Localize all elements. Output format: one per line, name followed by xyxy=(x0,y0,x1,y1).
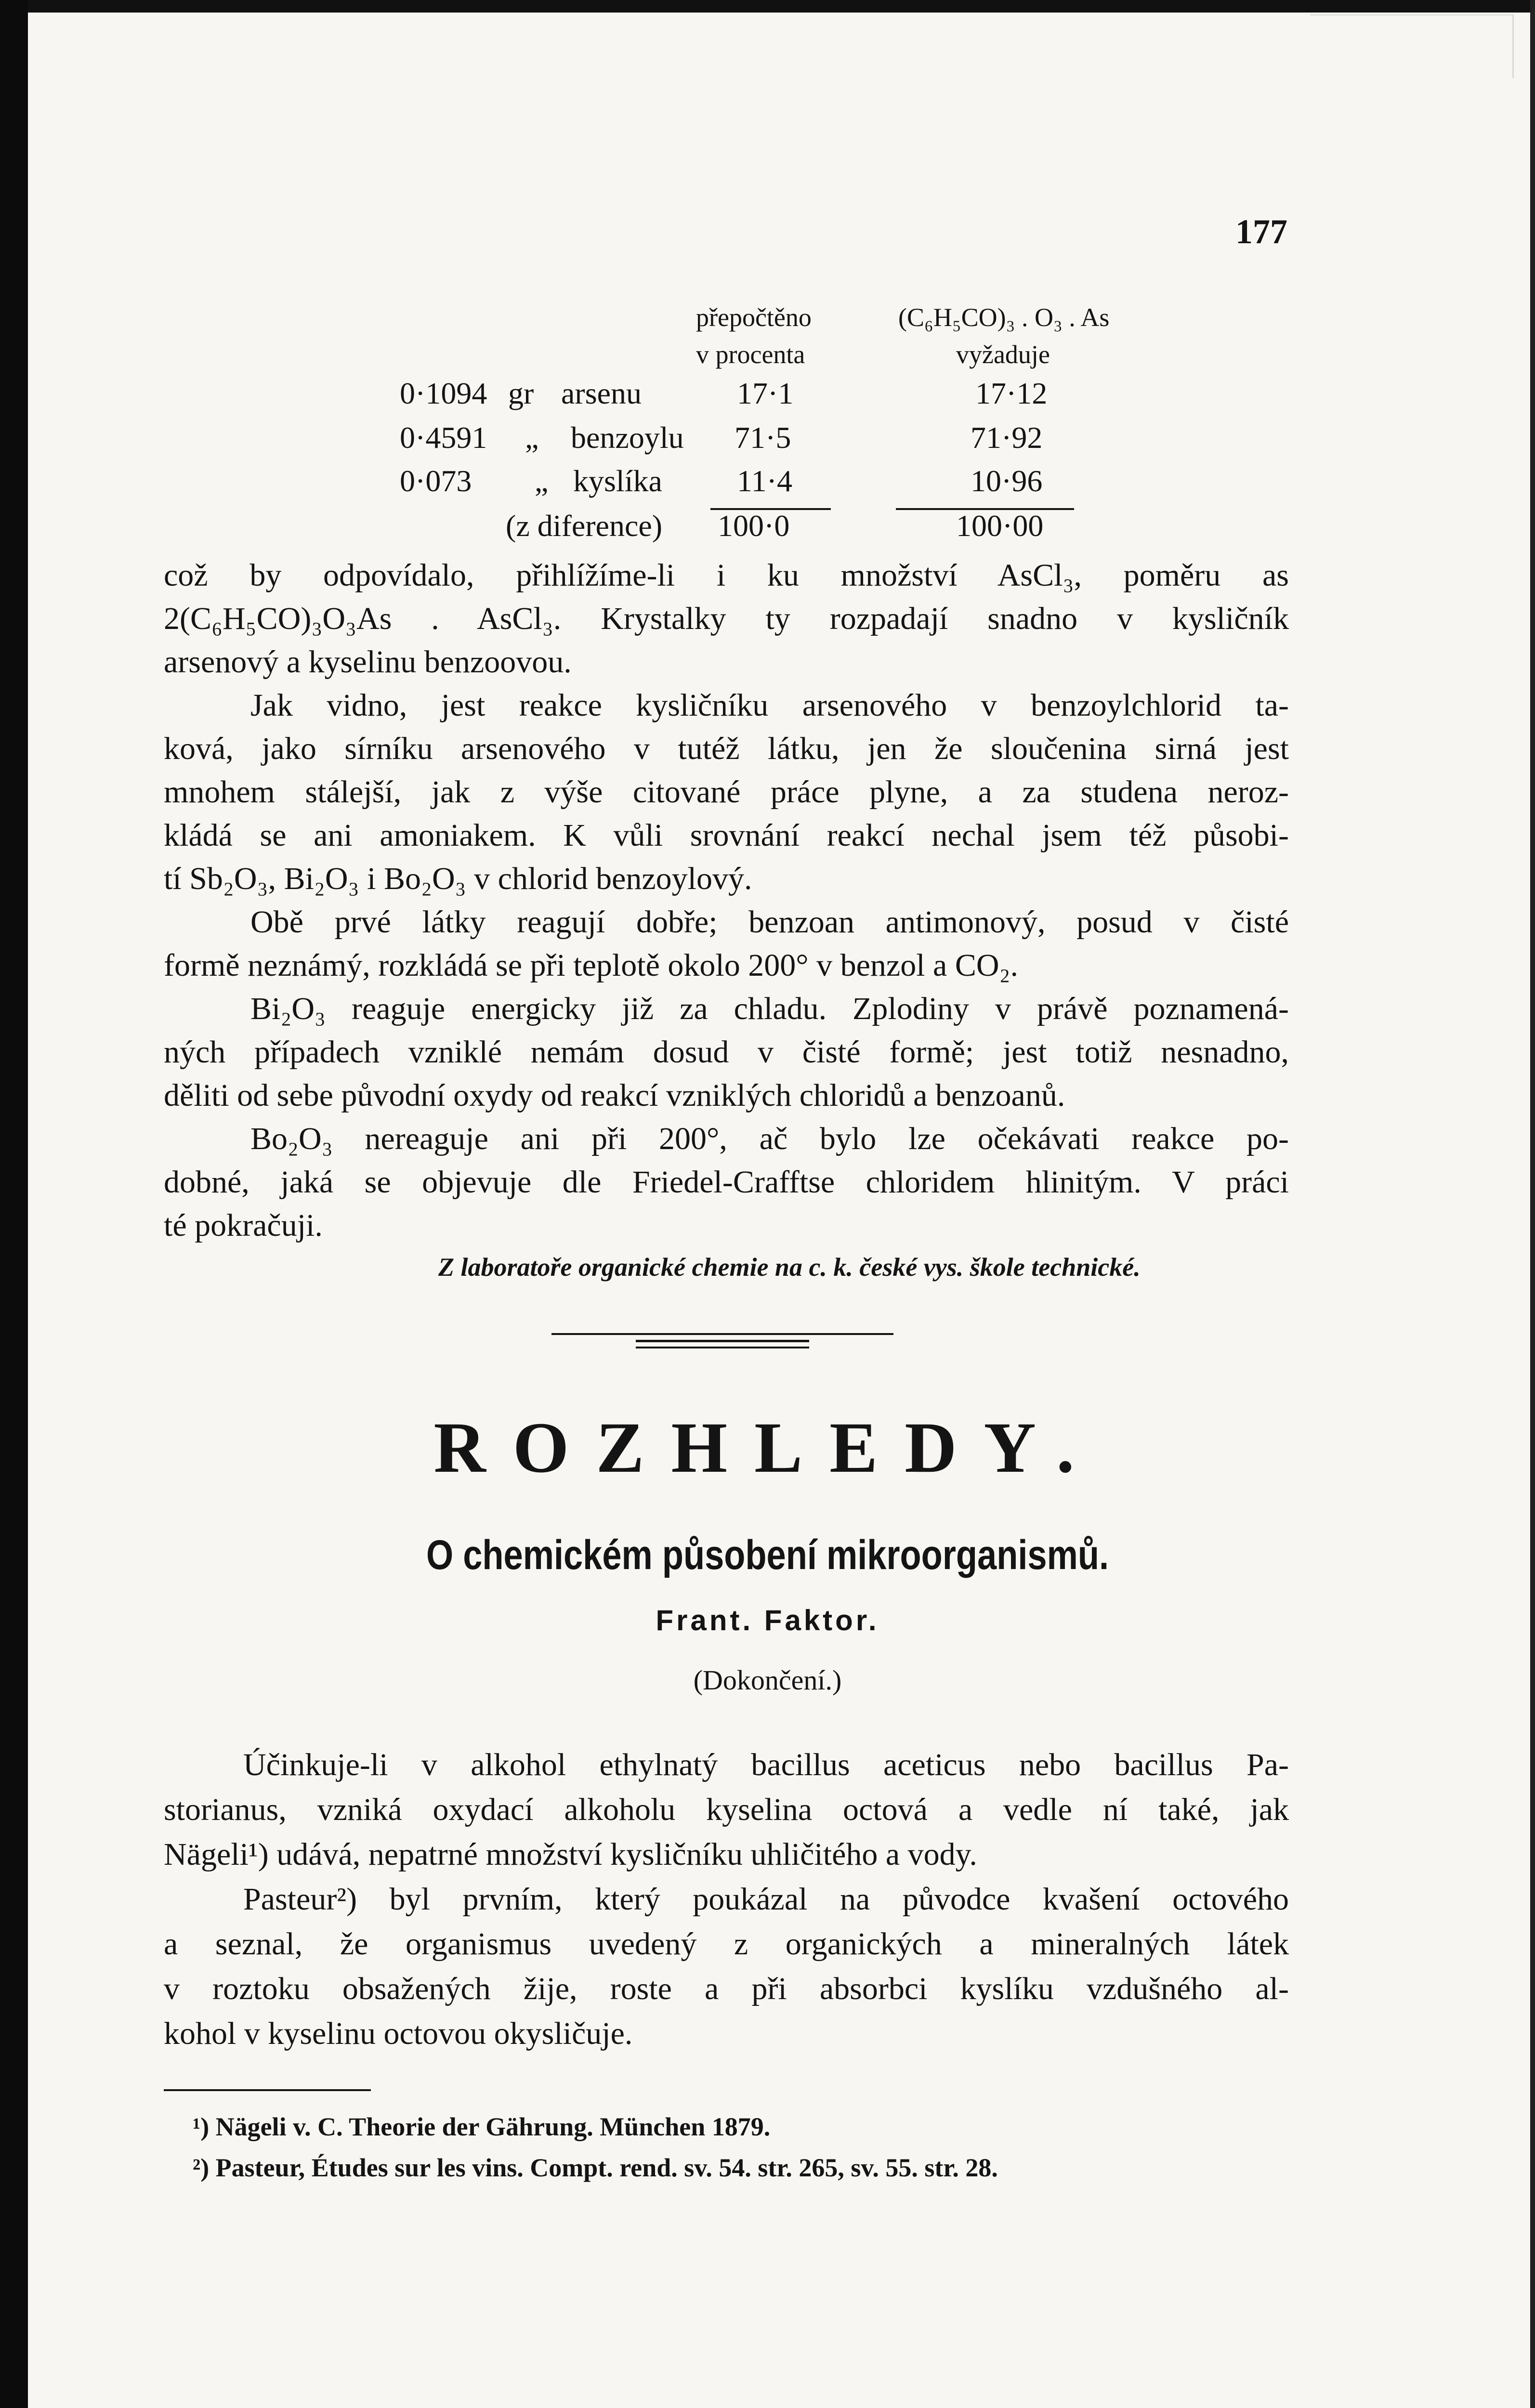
row-unit: gr xyxy=(508,376,534,410)
text-line: Bo₂O₃ nereaguje ani při 200°, ač bylo lze očekávati reakce po- xyxy=(250,1121,1289,1156)
row-amount: 0·4591 xyxy=(400,420,487,455)
text-line: Účinkuje-li v alkohol ethylnatý bacillus aceticus nebo bacillus Pa- xyxy=(243,1747,1289,1782)
text-line: kládá se ani amoniakem. K vůli srovnání reakcí nechal jsem též působi- xyxy=(164,818,1289,853)
footnote: ¹) Nägeli v. C. Theorie der Gährung. München 1879. xyxy=(193,2112,771,2141)
row-found: 11·4 xyxy=(737,464,792,498)
section-title: ROZHLEDY. xyxy=(433,1408,1102,1488)
row-found: 17·1 xyxy=(737,376,794,410)
scan-border-right xyxy=(1530,0,1535,2408)
text-line: tí Sb₂O₃, Bi₂O₃ i Bo₂O₃ v chlorid benzoylový. xyxy=(164,861,752,896)
text-line: Pasteur²) byl prvním, který poukázal na původce kvašení octového xyxy=(243,1882,1289,1917)
separator-line xyxy=(636,1347,809,1348)
text-line: Jak vidno, jest reakce kysličníku arsenového v benzoylchlorid ta- xyxy=(250,688,1289,723)
table-header-converted: přepočtěno xyxy=(696,303,812,332)
text-line: storianus, vzniká oxydací alkoholu kyselina octová a vedle ní také, jak xyxy=(164,1792,1289,1827)
author: Frant. Faktor. xyxy=(656,1604,879,1636)
text-line: mnohem stálejší, jak z výše citované práce plyne, a za studena neroz- xyxy=(164,774,1289,810)
table-header-percent: v procenta xyxy=(696,340,805,369)
row-amount: 0·1094 xyxy=(400,376,487,410)
text-line: ných případech vzniklé nemám dosud v čisté formě; jest totiž nesnadno, xyxy=(164,1034,1289,1070)
scan-border-top xyxy=(0,0,1535,13)
text-line: a seznal, že organismus uvedený z organických a mineralných látek xyxy=(164,1926,1289,1962)
text-line: Obě prvé látky reagují dobře; benzoan antimonový, posud v čisté xyxy=(250,904,1289,940)
text-line: arsenový a kyselinu benzoovou. xyxy=(164,644,572,680)
row-unit: „ xyxy=(535,464,549,498)
text-line: té pokračuji. xyxy=(164,1208,323,1243)
page-number: 177 xyxy=(1235,212,1287,251)
text-line: děliti od sebe původní oxydy od reakcí vzniklých chloridů a benzoanů. xyxy=(164,1078,1065,1113)
row-label: kyslíka xyxy=(573,464,662,498)
text-line: Bi₂O₃ reaguje energicky již za chladu. Zplodiny v právě poznamená- xyxy=(250,991,1289,1026)
row-label: arsenu xyxy=(561,376,642,410)
text-line: formě neznámý, rozkládá se při teplotě okolo 200° v benzol a CO₂. xyxy=(164,948,1019,983)
text-line: ková, jako sírníku arsenového v tutéž látku, jen že sloučenina sirná jest xyxy=(164,731,1289,766)
continuation-note: (Dokončení.) xyxy=(693,1664,842,1696)
scan-corner-artifact xyxy=(1310,14,1514,78)
row-amount: 0·073 xyxy=(400,464,472,498)
text-line: kohol v kyselinu octovou okysličuje. xyxy=(164,2016,633,2051)
row-required: 71·92 xyxy=(971,420,1043,455)
row-unit: „ xyxy=(525,420,539,455)
row-required: 17·12 xyxy=(975,376,1048,410)
row-found: 71·5 xyxy=(735,420,791,455)
footnote-rule xyxy=(164,2089,371,2091)
separator-line xyxy=(636,1340,809,1342)
row-required: 10·96 xyxy=(971,464,1043,498)
scan-border-left xyxy=(0,0,28,2408)
text-line: v roztoku obsažených žije, roste a při absorbci kyslíku vzdušného al- xyxy=(164,1971,1289,2006)
total-required: 100·00 xyxy=(956,509,1044,543)
total-found: 100·0 xyxy=(718,509,790,543)
table-header-required: vyžaduje xyxy=(956,340,1050,369)
table-header-formula: (C₆H₅CO)₃ . O₃ . As xyxy=(898,303,1110,332)
laboratory-note: Z laboratoře organické chemie na c. k. české vys. škole technické. xyxy=(438,1253,1141,1282)
footnote: ²) Pasteur, Études sur les vins. Compt. rend. sv. 54. str. 265, sv. 55. str. 28. xyxy=(193,2153,998,2182)
row-label: benzoylu xyxy=(571,420,684,455)
text-line: dobné, jaká se objevuje dle Friedel-Crafftse chloridem hlinitým. V práci xyxy=(164,1165,1289,1200)
separator-line xyxy=(551,1333,893,1335)
text-line: Nägeli¹) udává, nepatrné množství kysličníku uhličitého a vody. xyxy=(164,1837,977,1872)
article-title: O chemickém působení mikroorganismů. xyxy=(426,1532,1109,1578)
text-line: což by odpovídalo, přihlížíme-li i ku množství AsCl₃, poměru as xyxy=(164,558,1289,593)
total-label: (z diference) xyxy=(506,509,663,543)
text-line: 2(C₆H₅CO)₃O₃As . AsCl₃. Krystalky ty rozpadají snadno v kysličník xyxy=(164,601,1289,636)
